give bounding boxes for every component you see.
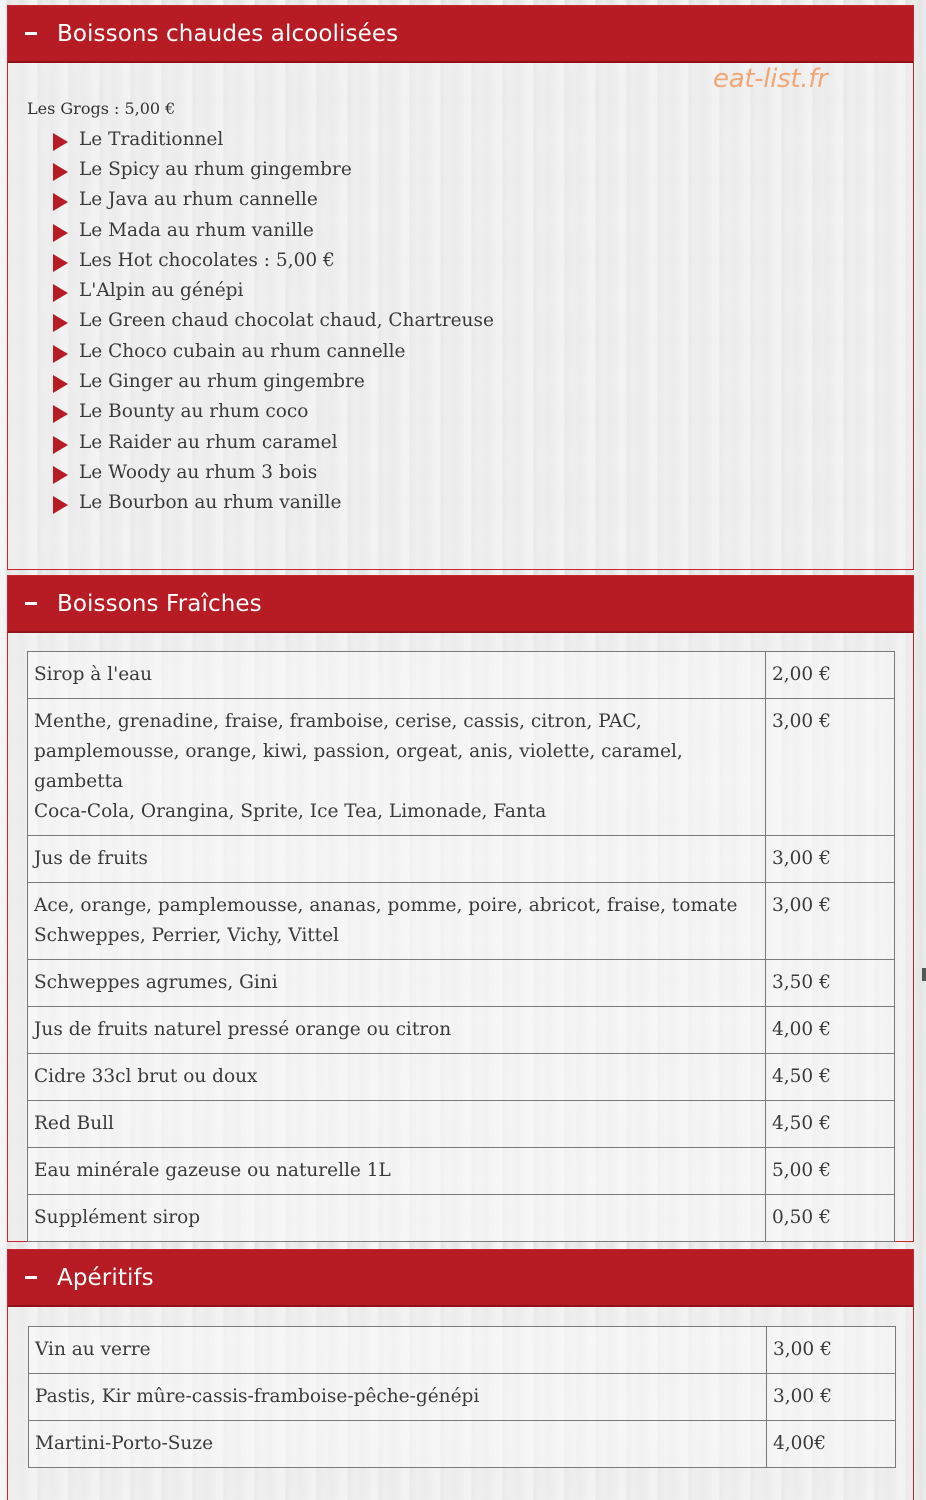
description-line: pamplemousse, orange, kiwi, passion, orgeat, anis, violette, caramel, xyxy=(34,741,683,762)
list-item-label: Le Mada au rhum vanille xyxy=(79,219,314,241)
triangle-bullet-icon xyxy=(53,405,68,423)
minus-icon xyxy=(25,602,37,605)
table-row xyxy=(28,1054,895,1101)
table-row xyxy=(28,1195,895,1242)
list-item-label: Le Spicy au rhum gingembre xyxy=(79,158,352,180)
item-price: 3,00 € xyxy=(767,1374,896,1421)
table-row xyxy=(28,883,895,960)
list-item-label: Le Java au rhum cannelle xyxy=(79,189,318,211)
description-line: Martini-Porto-Suze xyxy=(35,1433,214,1454)
description-line: Sirop à l'eau xyxy=(34,664,153,685)
list-item xyxy=(51,457,494,487)
list-item-label: Le Raider au rhum caramel xyxy=(79,431,338,453)
triangle-bullet-icon xyxy=(53,254,68,272)
table-row xyxy=(28,1007,895,1054)
scrollbar-fragment xyxy=(922,968,926,981)
item-description xyxy=(28,883,766,960)
list-item xyxy=(51,124,494,154)
list-item-label: Les Hot chocolates : 5,00 € xyxy=(79,249,335,271)
table-row xyxy=(29,1374,896,1421)
table-row xyxy=(28,699,895,836)
table-row xyxy=(29,1421,896,1468)
item-description xyxy=(28,1054,766,1101)
triangle-bullet-icon xyxy=(53,224,68,242)
section-title: Apéritifs xyxy=(57,1264,154,1291)
list-item xyxy=(51,397,494,427)
item-description xyxy=(28,652,766,699)
description-line: Red Bull xyxy=(34,1113,114,1134)
drink-list xyxy=(51,124,494,518)
description-line: Eau minérale gazeuse ou naturelle 1L xyxy=(34,1160,391,1181)
section-hot-drinks xyxy=(7,5,914,570)
grog-intro: Les Grogs : 5,00 € xyxy=(27,99,176,118)
list-item xyxy=(51,275,494,305)
item-description xyxy=(28,836,766,883)
section-header-aperitifs[interactable] xyxy=(8,1250,913,1307)
list-item xyxy=(51,306,494,336)
triangle-bullet-icon xyxy=(53,436,68,454)
item-price: 3,00 € xyxy=(766,883,895,960)
section-header-hot-drinks[interactable] xyxy=(8,6,913,63)
table-row xyxy=(28,1148,895,1195)
list-item-label: Le Green chaud chocolat chaud, Chartreuse xyxy=(79,310,494,332)
table-row xyxy=(28,1101,895,1148)
item-price: 3,00 € xyxy=(767,1327,896,1374)
description-line: Ace, orange, pamplemousse, ananas, pomme, poire, abricot, fraise, tomate xyxy=(34,895,738,916)
item-description xyxy=(29,1421,767,1468)
description-line: Supplément sirop xyxy=(34,1207,201,1228)
price-table-cold xyxy=(27,651,895,1242)
description-line: Cidre 33cl brut ou doux xyxy=(34,1066,258,1087)
item-price: 5,00 € xyxy=(766,1148,895,1195)
table-row xyxy=(28,960,895,1007)
item-price: 4,00 € xyxy=(766,1007,895,1054)
section-title: Boissons Fraîches xyxy=(57,590,262,617)
item-description xyxy=(29,1374,767,1421)
description-line: gambetta xyxy=(34,771,124,792)
item-description xyxy=(28,960,766,1007)
description-line: Vin au verre xyxy=(35,1339,151,1360)
triangle-bullet-icon xyxy=(53,163,68,181)
description-line: Jus de fruits xyxy=(34,848,148,869)
list-item-label: Le Traditionnel xyxy=(79,128,224,150)
description-line: Coca-Cola, Orangina, Sprite, Ice Tea, Limonade, Fanta xyxy=(34,801,547,822)
list-item xyxy=(51,366,494,396)
description-line: Schweppes agrumes, Gini xyxy=(34,972,278,993)
list-item-label: Le Bounty au rhum coco xyxy=(79,401,309,423)
list-item-label: Le Bourbon au rhum vanille xyxy=(79,492,342,514)
list-item xyxy=(51,488,494,518)
table-row xyxy=(28,652,895,699)
list-item xyxy=(51,154,494,184)
triangle-bullet-icon xyxy=(53,193,68,211)
list-item xyxy=(51,245,494,275)
item-description xyxy=(28,1148,766,1195)
triangle-bullet-icon xyxy=(53,466,68,484)
watermark: eat-list.fr xyxy=(713,64,828,94)
table-row xyxy=(28,836,895,883)
description-line: Schweppes, Perrier, Vichy, Vittel xyxy=(34,925,339,946)
triangle-bullet-icon xyxy=(53,314,68,332)
item-price: 4,50 € xyxy=(766,1101,895,1148)
table-row xyxy=(29,1327,896,1374)
triangle-bullet-icon xyxy=(53,284,68,302)
list-item-label: L'Alpin au génépi xyxy=(79,280,244,302)
item-description xyxy=(28,1101,766,1148)
triangle-bullet-icon xyxy=(53,496,68,514)
description-line: Jus de fruits naturel pressé orange ou citron xyxy=(34,1019,452,1040)
item-description xyxy=(28,1007,766,1054)
list-item xyxy=(51,336,494,366)
triangle-bullet-icon xyxy=(53,133,68,151)
item-price: 3,00 € xyxy=(766,699,895,836)
section-header-cold-drinks[interactable] xyxy=(8,576,913,633)
description-line: Menthe, grenadine, fraise, framboise, cerise, cassis, citron, PAC, xyxy=(34,711,642,732)
item-description xyxy=(28,1195,766,1242)
list-item xyxy=(51,427,494,457)
description-line: Pastis, Kir mûre-cassis-framboise-pêche-génépi xyxy=(35,1386,480,1407)
list-item-label: Le Choco cubain au rhum cannelle xyxy=(79,340,406,362)
minus-icon xyxy=(25,32,37,35)
list-item xyxy=(51,215,494,245)
item-price: 0,50 € xyxy=(766,1195,895,1242)
section-title: Boissons chaudes alcoolisées xyxy=(57,20,399,47)
triangle-bullet-icon xyxy=(53,375,68,393)
item-price: 3,50 € xyxy=(766,960,895,1007)
item-price: 4,50 € xyxy=(766,1054,895,1101)
item-price: 4,00€ xyxy=(767,1421,896,1468)
price-table-aperitifs xyxy=(28,1326,896,1468)
triangle-bullet-icon xyxy=(53,345,68,363)
list-item xyxy=(51,185,494,215)
item-description xyxy=(29,1327,767,1374)
item-price: 2,00 € xyxy=(766,652,895,699)
item-description xyxy=(28,699,766,836)
list-item-label: Le Ginger au rhum gingembre xyxy=(79,371,365,393)
minus-icon xyxy=(25,1276,37,1279)
item-price: 3,00 € xyxy=(766,836,895,883)
list-item-label: Le Woody au rhum 3 bois xyxy=(79,461,318,483)
section-cold-drinks xyxy=(7,575,914,1242)
section-aperitifs xyxy=(7,1249,914,1500)
